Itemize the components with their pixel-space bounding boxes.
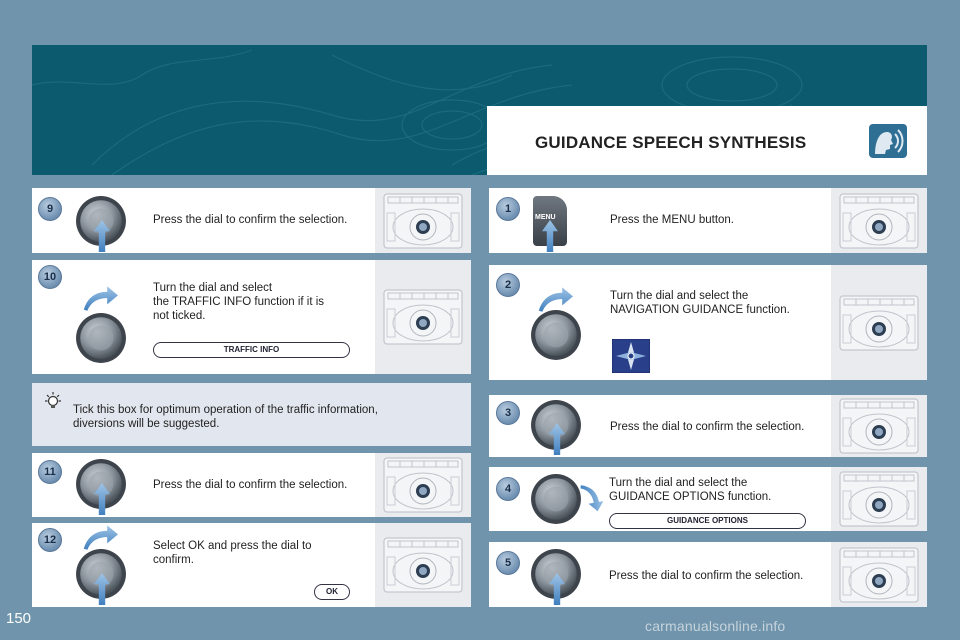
step-2 bbox=[489, 265, 927, 380]
step-text: Press the MENU button. bbox=[610, 214, 734, 226]
step-text-line: Turn the dial and select bbox=[153, 282, 273, 294]
step-number: 1 bbox=[496, 197, 520, 221]
turn-arrow-icon bbox=[578, 480, 607, 514]
step-3 bbox=[489, 395, 927, 457]
console-thumbnail bbox=[831, 467, 927, 531]
console-thumbnail bbox=[375, 188, 471, 253]
console-thumbnail bbox=[831, 542, 927, 607]
step-number: 3 bbox=[496, 401, 520, 425]
step-4 bbox=[489, 467, 927, 531]
speech-synthesis-icon bbox=[869, 124, 907, 158]
page-title: GUIDANCE SPEECH SYNTHESIS bbox=[535, 133, 807, 152]
step-10 bbox=[32, 260, 471, 374]
title-box bbox=[487, 106, 927, 175]
step-text bbox=[610, 289, 790, 317]
step-text-line: NAVIGATION GUIDANCE function. bbox=[610, 304, 790, 316]
step-text-line: GUIDANCE OPTIONS function. bbox=[609, 491, 772, 503]
console-thumbnail bbox=[831, 265, 927, 380]
step-number: 10 bbox=[38, 265, 62, 289]
traffic-info-label: TRAFFIC INFO bbox=[153, 342, 350, 358]
navigation-icon bbox=[612, 339, 650, 373]
step-number: 5 bbox=[496, 551, 520, 575]
step-12 bbox=[32, 523, 471, 607]
turn-arrow-icon bbox=[82, 286, 118, 312]
menu-button-label: MENU bbox=[535, 214, 556, 221]
push-arrow-icon bbox=[542, 218, 558, 253]
step-text: Press the dial to confirm the selection. bbox=[610, 421, 805, 433]
tip-text bbox=[73, 403, 463, 431]
step-text-line: Select OK and press the dial to bbox=[153, 540, 312, 552]
step-text: Press the dial to confirm the selection. bbox=[153, 214, 348, 226]
push-arrow-icon bbox=[549, 421, 565, 457]
step-number: 12 bbox=[38, 528, 62, 552]
step-text-line: the TRAFFIC INFO function if it is bbox=[153, 296, 325, 308]
push-arrow-icon bbox=[94, 481, 110, 517]
step-number: 4 bbox=[496, 477, 520, 501]
step-text-line: Turn the dial and select the bbox=[610, 290, 749, 302]
step-9 bbox=[32, 188, 471, 253]
tip-text-line: diversions will be suggested. bbox=[73, 418, 220, 430]
step-11 bbox=[32, 453, 471, 517]
push-arrow-icon bbox=[94, 218, 110, 253]
step-text bbox=[153, 281, 324, 323]
dial-icon[interactable] bbox=[530, 309, 582, 361]
step-text-line: confirm. bbox=[153, 554, 194, 566]
console-thumbnail bbox=[375, 523, 471, 607]
page-number: 150 bbox=[6, 610, 32, 627]
ok-label: OK bbox=[314, 584, 350, 600]
step-5 bbox=[489, 542, 927, 607]
step-text: Press the dial to confirm the selection. bbox=[153, 479, 348, 491]
console-thumbnail bbox=[831, 188, 927, 253]
console-thumbnail bbox=[375, 260, 471, 374]
watermark: carmanualsonline.info bbox=[645, 618, 786, 634]
step-text-line: not ticked. bbox=[153, 310, 206, 322]
push-arrow-icon bbox=[94, 571, 110, 607]
step-text bbox=[609, 476, 771, 504]
light-bulb-icon bbox=[42, 391, 64, 413]
console-thumbnail bbox=[375, 453, 471, 517]
step-number: 11 bbox=[38, 460, 62, 484]
dial-icon[interactable] bbox=[530, 473, 582, 525]
console-thumbnail bbox=[831, 395, 927, 457]
step-text bbox=[153, 539, 312, 567]
step-number: 2 bbox=[496, 273, 520, 297]
step-text: Press the dial to confirm the selection. bbox=[609, 570, 804, 582]
guidance-options-label: GUIDANCE OPTIONS bbox=[609, 513, 806, 529]
tip-note bbox=[32, 383, 471, 446]
push-arrow-icon bbox=[549, 571, 565, 607]
step-number: 9 bbox=[38, 197, 62, 221]
step-text-line: Turn the dial and select the bbox=[609, 477, 748, 489]
step-1 bbox=[489, 188, 927, 253]
dial-icon[interactable] bbox=[75, 312, 127, 364]
tip-text-line: Tick this box for optimum operation of the traffic information, bbox=[73, 404, 378, 416]
